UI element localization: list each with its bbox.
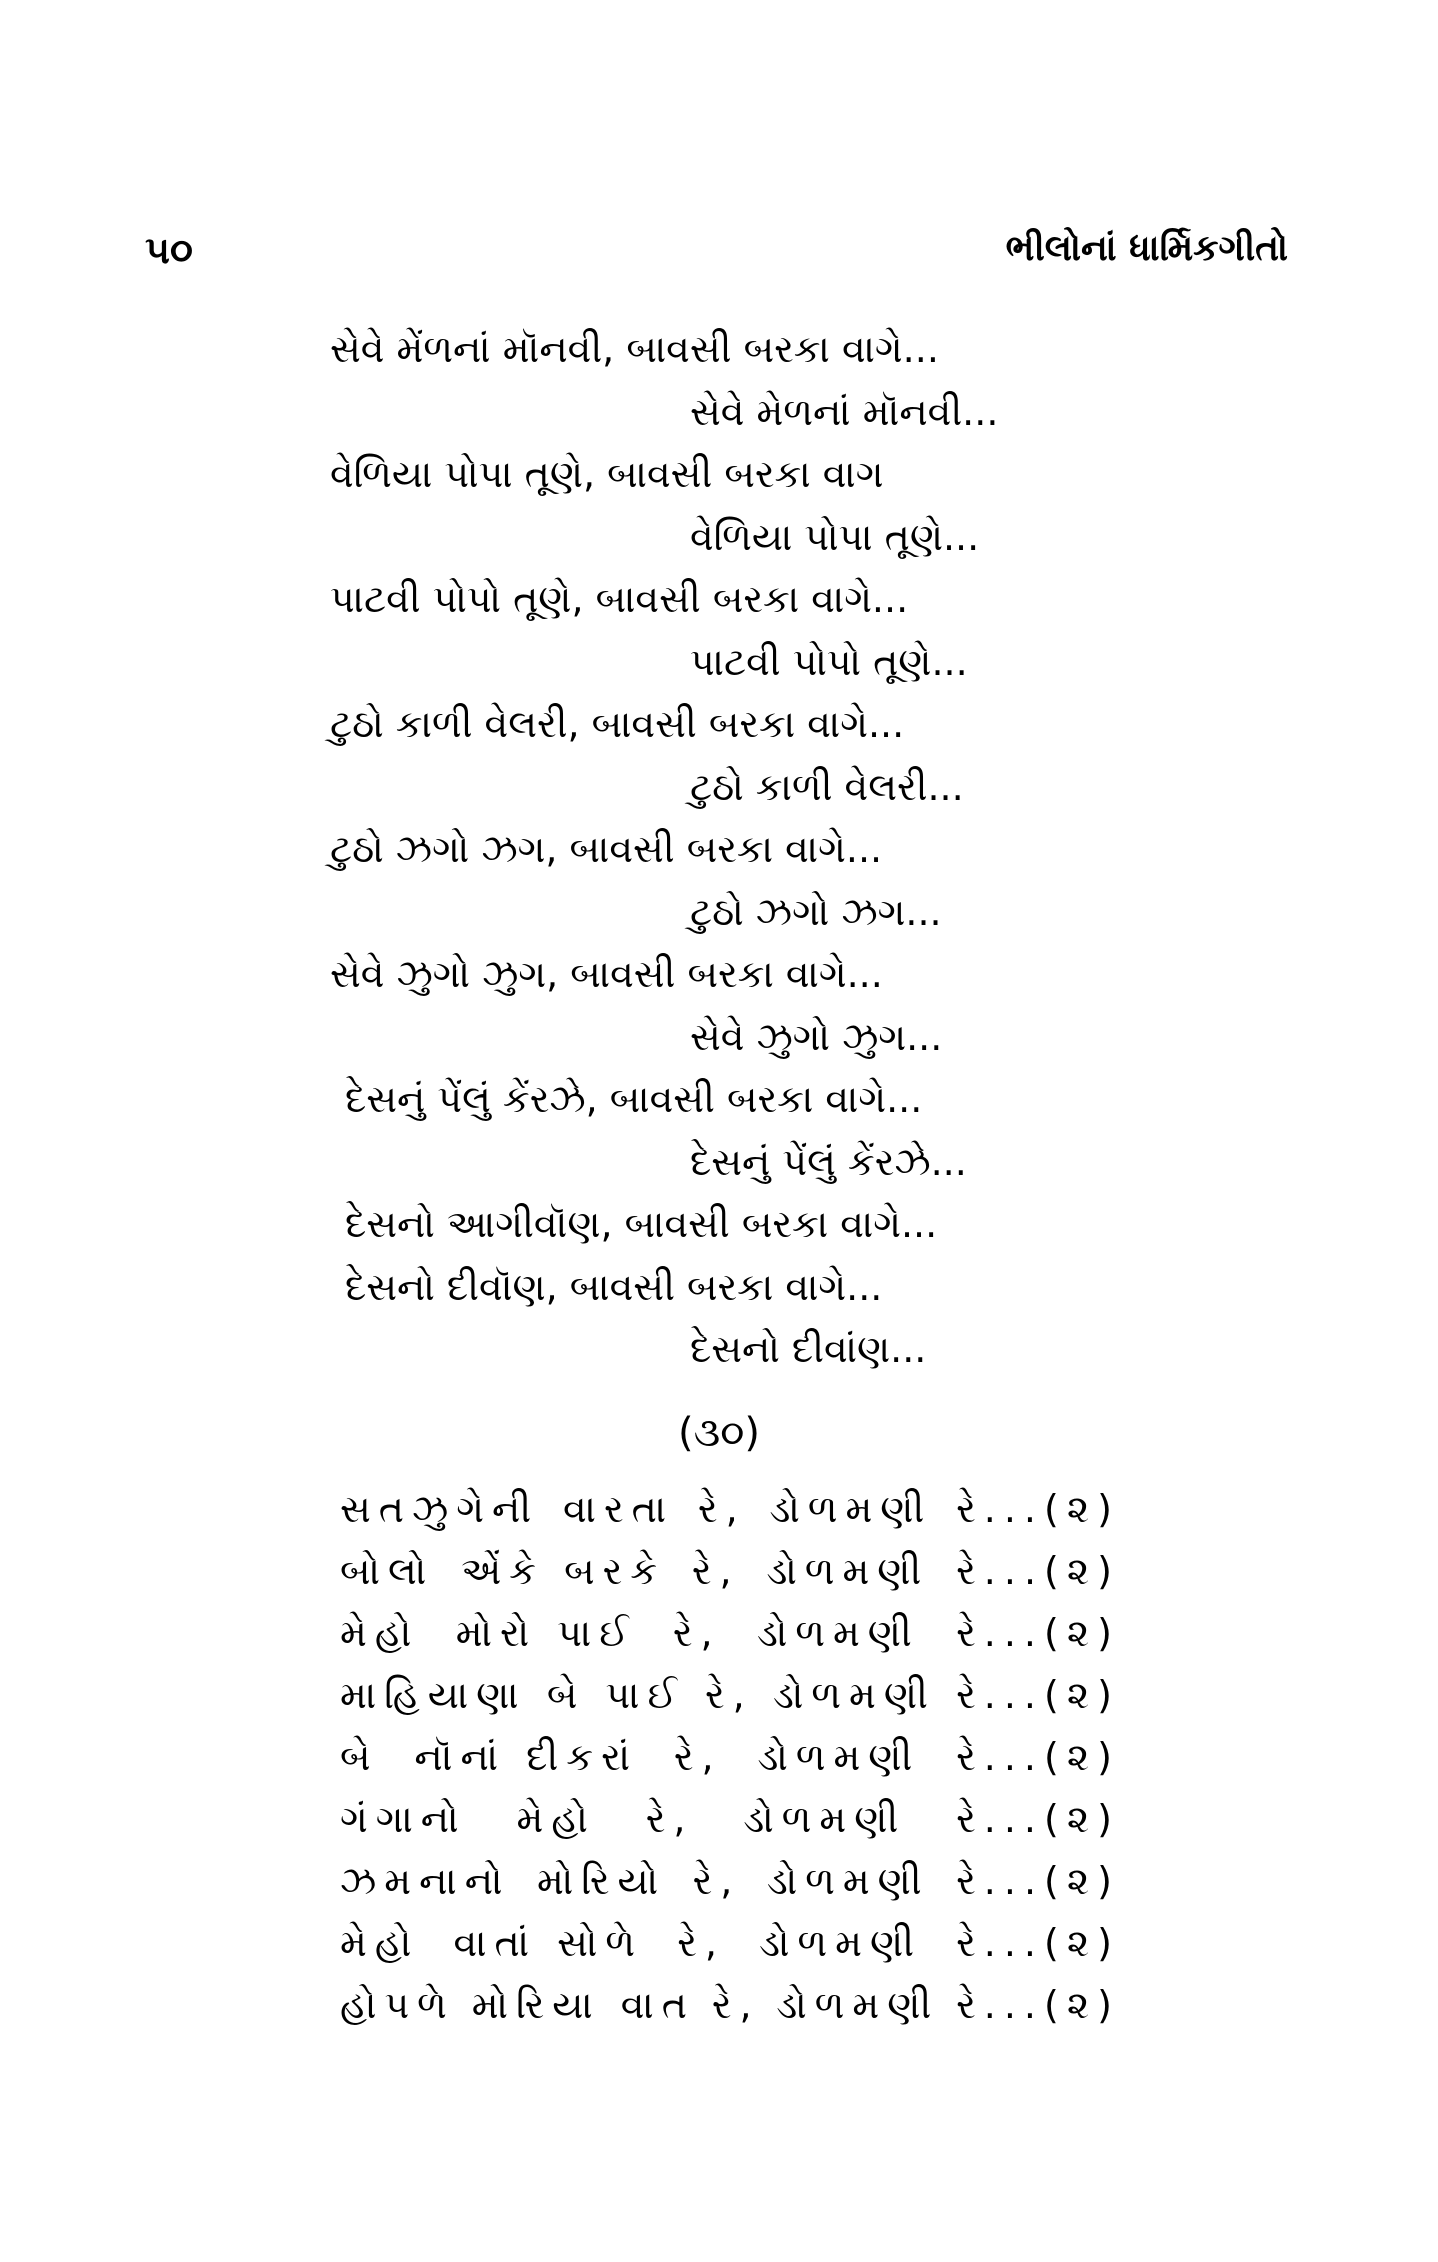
song-row <box>340 1478 1120 1540</box>
song-row <box>340 1788 1120 1850</box>
page-number: ૫૦ <box>145 228 193 272</box>
row-word: ડોળમણી <box>766 1548 930 1593</box>
row-word: હોપળે <box>340 1982 455 2027</box>
row-word: રે, <box>697 1486 746 1531</box>
row-word: ડોળમણી <box>769 1486 933 1531</box>
verse-line: દેસનું પેંલું કેંરઝે, બાવસી બરકા વાગે... <box>345 1077 923 1121</box>
row-word: મેહો <box>516 1796 596 1841</box>
row-refrain: રે...(૨) <box>956 1858 1120 1903</box>
row-word: વાતાં સોળે <box>453 1920 644 1965</box>
verse-line: ટુઠો કાળી વેલરી, બાવસી બરકા વાગે... <box>330 702 905 746</box>
song-number: (૩૦) <box>678 1410 760 1456</box>
row-word: બે <box>340 1734 379 1779</box>
row-word: મોરિયો <box>536 1858 667 1903</box>
row-word: મોરો પાઈ <box>455 1610 637 1655</box>
row-refrain: રે...(૨) <box>956 1982 1120 2027</box>
song-row <box>340 1726 1120 1788</box>
song-30-lyrics <box>340 1478 1120 2036</box>
row-word: સતઝુગેની <box>340 1486 540 1531</box>
row-refrain: રે...(૨) <box>956 1672 1120 1717</box>
row-refrain: રે...(૨) <box>956 1486 1120 1531</box>
row-word: બે પાઈ <box>546 1672 685 1717</box>
row-word: રે, <box>673 1734 722 1779</box>
row-word: ડોળમણી <box>759 1920 922 1965</box>
song-29-lyrics <box>330 318 1230 1381</box>
refrain-line: પાટવી પોપો તૂણે... <box>690 639 968 684</box>
refrain-line: ટુઠો કાળી વેલરી... <box>690 764 964 809</box>
row-word: ડોળમણી <box>757 1734 921 1779</box>
row-word: ઝમનાનો <box>340 1858 511 1903</box>
row-word: ગંગાનો <box>340 1796 467 1841</box>
row-word: રે, <box>645 1796 694 1841</box>
running-title: ભીલોનાં ધાર્મિકગીતો <box>1005 228 1288 269</box>
row-word: રે, <box>711 1982 760 2027</box>
song-row <box>340 1540 1120 1602</box>
row-word: ડોળમણી <box>743 1796 907 1841</box>
verse-line: વેળિયા પોપા તૂણે, બાવસી બરકા વાગ <box>330 452 884 496</box>
verse-line: પાટવી પોપો તૂણે, બાવસી બરકા વાગે... <box>330 577 909 621</box>
row-word: એંકે બરકે <box>461 1548 666 1593</box>
row-word: રે, <box>672 1610 721 1655</box>
row-refrain: રે...(૨) <box>956 1734 1120 1779</box>
row-word: ડોળમણી <box>766 1858 930 1903</box>
refrain-line: વેળિયા પોપા તૂણે... <box>690 514 980 559</box>
verse-line: ટુઠો ઝગો ઝગ, બાવસી બરકા વાગે... <box>330 827 883 871</box>
row-word: વારતા <box>562 1486 675 1531</box>
verse-line: સેવે ઝુગો ઝુગ, બાવસી બરકા વાગે... <box>330 952 883 996</box>
song-row <box>340 1664 1120 1726</box>
row-word: મેહો <box>340 1920 420 1965</box>
song-row <box>340 1850 1120 1912</box>
refrain-line: સેવે ઝુગો ઝુગ... <box>690 1014 943 1059</box>
row-word: રે, <box>677 1920 725 1965</box>
row-refrain: રે...(૨) <box>956 1548 1120 1593</box>
row-word: મોરિયા વાત <box>471 1982 695 2027</box>
song-row <box>340 1974 1120 2036</box>
row-word: રે, <box>692 1858 741 1903</box>
refrain-line: દેસનો દીવાંણ... <box>690 1327 927 1371</box>
row-word: ડોળમણી <box>773 1672 936 1717</box>
song-row <box>340 1912 1120 1974</box>
refrain-line: સેવે મેળનાં મૉનવી... <box>690 389 999 434</box>
verse-line: સેવે મેંળનાં મૉનવી, બાવસી બરકા વાગે... <box>330 327 939 371</box>
refrain-line: દેસનું પેંલું કેંરઝે... <box>690 1139 967 1184</box>
row-word: બોલો <box>340 1548 435 1593</box>
verse-line: દેસનો દીવૉણ, બાવસી બરકા વાગે... <box>345 1264 883 1309</box>
row-refrain: રે...(૨) <box>956 1610 1120 1655</box>
refrain-line: ટુઠો ઝગો ઝગ... <box>690 889 942 934</box>
verse-line: દેસનો આગીવૉણ, બાવસી બરકા વાગે... <box>345 1202 938 1246</box>
row-word: રે, <box>691 1548 740 1593</box>
row-word: મેહો <box>340 1610 420 1655</box>
row-refrain: રે...(૨) <box>956 1920 1120 1965</box>
row-word: ડોળમણી <box>756 1610 920 1655</box>
song-row <box>340 1602 1120 1664</box>
row-word: માહિયાણા <box>340 1672 527 1717</box>
row-word: રે, <box>705 1672 753 1717</box>
row-refrain: રે...(૨) <box>956 1796 1120 1841</box>
row-word: ડોળમણી <box>776 1982 940 2027</box>
row-word: નૉનાં દીકરાં <box>414 1734 639 1779</box>
